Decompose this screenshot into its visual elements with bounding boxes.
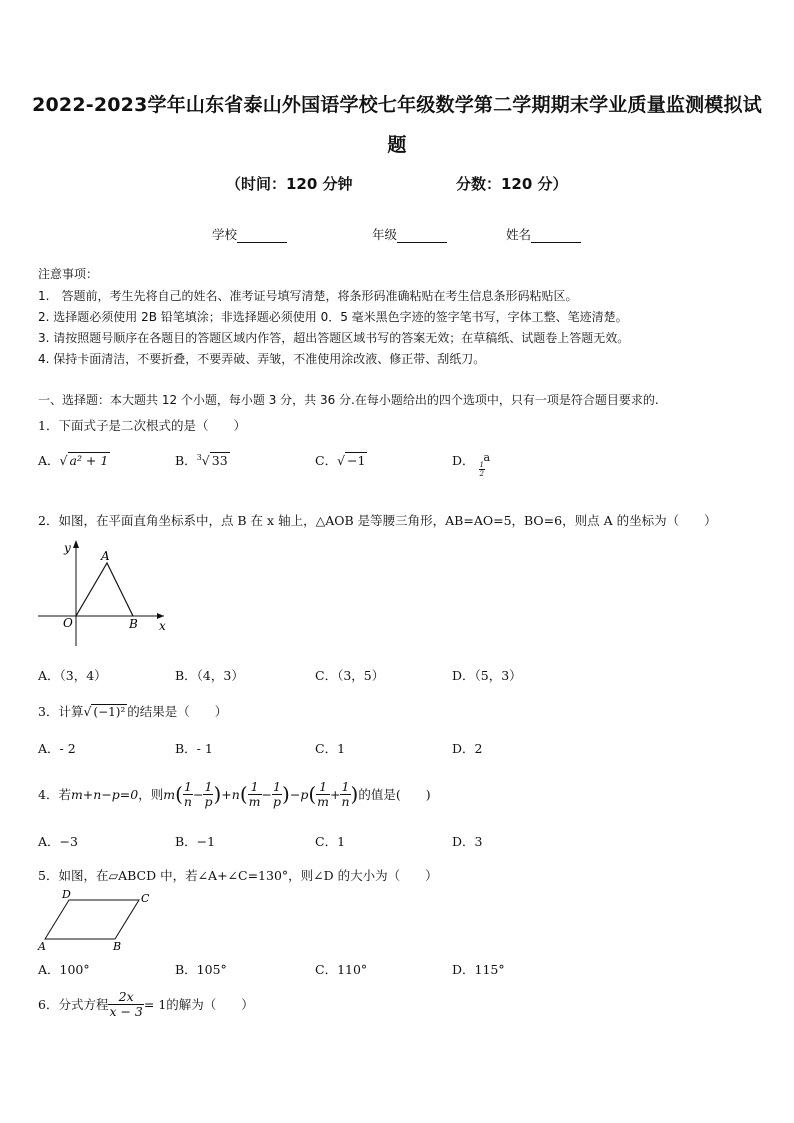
page-title-cont: 题 [387,134,407,156]
question-5-stem: 5．如图，在▱ABCD 中，若∠A+∠C=130°，则∠D 的大小为（ ） [38,868,438,883]
vertex-d-label: D [62,888,71,901]
grade-label: 年级 [372,227,398,242]
q5-option-d: D．115° [452,962,505,977]
q1-option-b: B．$^3$√ 33 [175,452,228,468]
question-1-stem: 1．下面式子是二次根式的是（ ） [38,418,246,433]
point-a-label: A [101,549,110,563]
question-4-stem: 4．若 m+n−p=0 ，则 m ( $\frac{1}{n}$ − $\frac{1}{p}$ ) + n ( $\frac{1}{m}$ − $\frac{1}{p}$ ) − p ( $\frac{1}{m}$ + $\frac{1}{n}$ ) 的值是( ) [38,779,431,809]
q3-option-c: C．1 [315,741,346,756]
q2-option-a: A．（3，4） [38,668,107,683]
notes-heading: 注意事项： [38,267,99,281]
question-2-stem: 2．如图，在平面直角坐标系中，点 B 在 x 轴上，△AOB 是等腰三角形，AB=AO=5，BO=6，则点 A 的坐标为（ ） [38,513,717,528]
q3-option-b: B．- 1 [175,741,213,756]
q1-option-a: A．√ a² + 1 [38,453,109,468]
note-item: 3. 请按照题号顺序在各题目的答题区域内作答，超出答题区域书写的答案无效；在草稿纸、试题卷上答题无效。 [38,331,630,345]
q1-option-d: D． a $\frac{1}{2}$ [452,451,491,478]
q5-parallelogram-figure [36,888,156,952]
vertex-c-label: C [141,892,150,905]
name-field [506,225,581,243]
x-label: x [159,619,166,633]
note-item: 1. 答题前，考生先将自己的姓名、准考证号填写清楚，将条形码准确粘贴在考生信息条形码粘贴区。 [38,289,578,303]
y-axis-arrow-icon [73,540,79,548]
q4-option-d: D．3 [452,834,483,849]
q2-option-b: B．（4，3） [175,668,244,683]
q2-option-c: C．（3，5） [315,668,385,683]
y-label: y [64,541,71,555]
q3-option-d: D．2 [452,741,483,756]
grade-blank[interactable] [397,230,447,243]
q3-option-a: A．- 2 [38,741,76,756]
question-3-stem: 3．计算√ (−1)² 的结果是（ ） [38,704,228,719]
q5-option-c: C．110° [315,962,368,977]
q2-option-d: D．（5，3） [452,668,522,683]
q5-option-b: B．105° [175,962,227,977]
school-label: 学校 [212,227,238,242]
point-b-label: B [129,617,138,631]
q4-option-c: C．1 [315,834,346,849]
score-label: 分数：120 分） [456,175,568,193]
school-blank[interactable] [237,230,287,243]
q1-option-c: C．√ −1 [315,453,366,468]
q4-option-a: A．−3 [38,834,78,849]
school-field [212,225,287,243]
origin-label: O [63,616,73,630]
vertex-b-label: B [113,940,122,952]
triangle-aob [76,563,133,616]
time-label: （时间：120 分钟 [226,175,353,193]
name-label: 姓名 [506,227,532,242]
q5-option-a: A．100° [38,962,90,977]
q4-option-b: B．−1 [175,834,216,849]
name-blank[interactable] [531,230,581,243]
grade-field [372,225,447,243]
q2-coordinate-figure [38,538,172,650]
vertex-a-label: A [38,940,46,952]
page-title: 2022-2023学年山东省泰山外国语学校七年级数学第二学期期末学业质量监测模拟试 [32,94,762,116]
question-6-stem: 6．分式方程 $\frac{2x}{x - 3}$ = 1 的解为（ ） [38,989,254,1019]
note-item: 4. 保持卡面清洁，不要折叠，不要弄破、弄皱，不准使用涂改液、修正带、刮纸刀。 [38,352,486,366]
note-item: 2. 选择题必须使用 2B 铅笔填涂；非选择题必须使用 0．5 毫米黑色字迹的签字笔书写，字体工整、笔迹清楚。 [38,310,628,324]
parallelogram-abcd [45,900,139,939]
section-heading: 一、选择题：本大题共 12 个小题，每小题 3 分，共 36 分.在每小题给出的四个选项中，只有一项是符合题目要求的. [38,393,659,407]
